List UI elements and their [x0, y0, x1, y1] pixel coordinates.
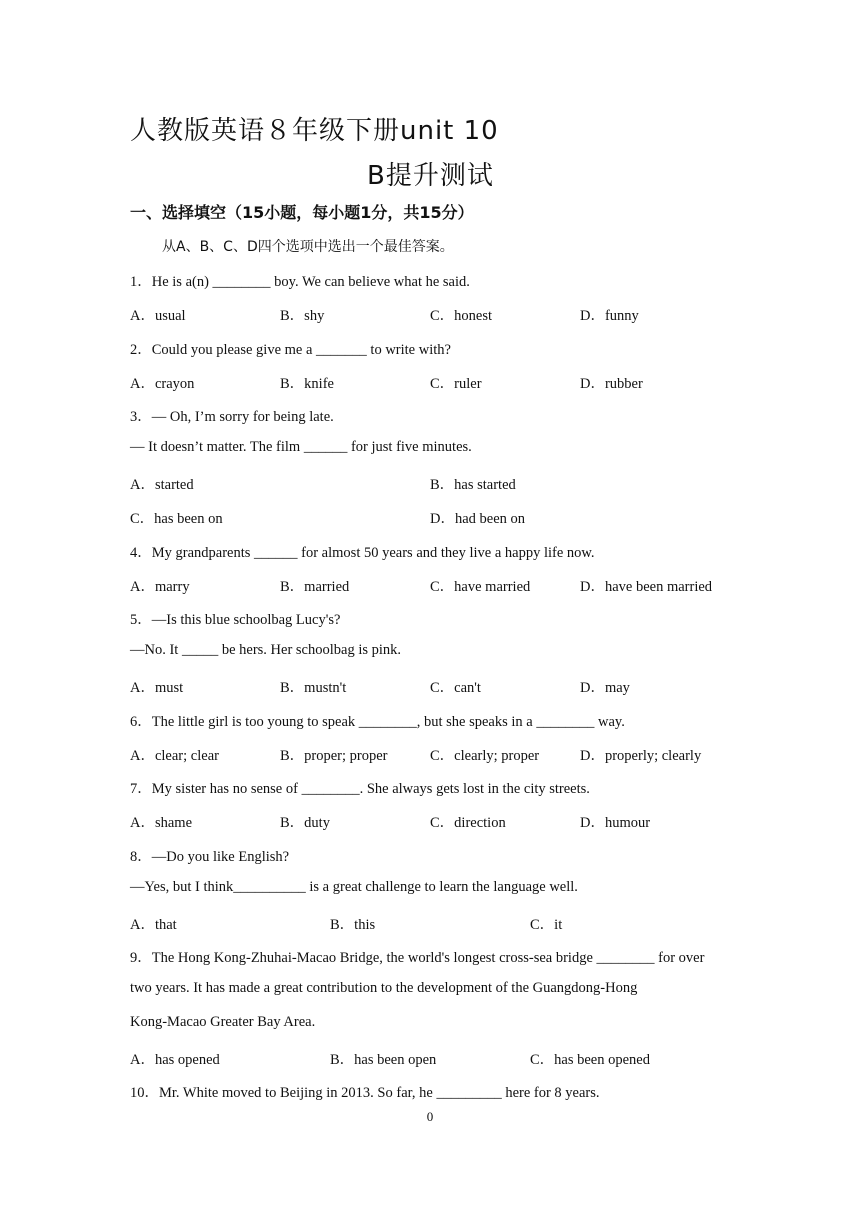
option-row [130, 372, 750, 392]
option-row [130, 1048, 750, 1068]
option-a: A．that [130, 917, 177, 933]
question-stem: 7．My sister has no sense of ________. She always gets lost in the city streets. [130, 781, 590, 797]
option-c: C．clearly; proper [430, 748, 540, 764]
option-row [130, 507, 750, 527]
option-c: C．has been on [130, 511, 223, 527]
option-a: A．crayon [130, 376, 195, 392]
option-c: C．has been opened [530, 1052, 650, 1068]
option-b: B．has started [430, 477, 516, 493]
option-c: C．have married [430, 579, 531, 595]
option-b: B．proper; proper [280, 748, 388, 764]
option-b: B．duty [280, 815, 330, 831]
question-stem: 4．My grandparents ______ for almost 50 years and they live a happy life now. [130, 545, 595, 561]
option-b: B．shy [280, 308, 325, 324]
option-c: C．ruler [430, 376, 482, 392]
option-d: D．have been married [580, 579, 713, 595]
option-a: A．marry [130, 579, 190, 595]
option-row [130, 575, 750, 595]
option-c: C．honest [430, 308, 493, 324]
question-stem: 5．—Is this blue schoolbag Lucy's? [130, 612, 341, 628]
option-b: B．knife [280, 376, 334, 392]
question-stem-continued: two years. It has made a great contribution to the development of the Guangdong-Hong [130, 980, 638, 996]
option-row [130, 744, 750, 764]
option-b: B．has been open [330, 1052, 437, 1068]
document-title-line2: B提升测试 [367, 161, 494, 191]
option-a: A．started [130, 477, 194, 493]
question-stem: 6．The little girl is too young to speak ________, but she speaks in a ________ way. [130, 714, 625, 730]
section-heading: 一、选择填空（15小题，每小题1分，共15分） [130, 203, 474, 222]
page-number: 0 [426, 1109, 434, 1124]
question-stem: 1．He is a(n) ________ boy. We can believe what he said. [130, 274, 470, 290]
option-a: A．must [130, 680, 184, 696]
option-c: C．it [530, 917, 563, 933]
question-stem-continued: — It doesn’t matter. The film ______ for just five minutes. [130, 439, 472, 455]
option-b: B．married [280, 579, 350, 595]
option-d: D．had been on [430, 511, 526, 527]
question-stem: 3．— Oh, I’m sorry for being late. [130, 409, 334, 425]
option-b: B．mustn't [280, 680, 347, 696]
option-a: A．has opened [130, 1052, 220, 1068]
question-stem: 2．Could you please give me a _______ to write with? [130, 342, 451, 358]
option-row [130, 676, 750, 696]
option-a: A．shame [130, 815, 193, 831]
option-d: D．humour [580, 815, 651, 831]
question-stem-continued: Kong-Macao Greater Bay Area. [130, 1014, 316, 1030]
section-instruction: 从A、B、C、D四个选项中选出一个最佳答案。 [162, 239, 454, 255]
option-row [130, 473, 750, 493]
option-d: D．funny [580, 308, 639, 324]
option-d: D．may [580, 680, 630, 696]
option-d: D．properly; clearly [580, 748, 702, 764]
question-stem: 8．—Do you like English? [130, 849, 290, 865]
option-c: C．can't [430, 680, 481, 696]
question-stem: 9．The Hong Kong-Zhuhai-Macao Bridge, the world's longest cross-sea bridge ________ for over [130, 950, 705, 966]
question-stem-continued: —Yes, but I think__________ is a great challenge to learn the language well. [130, 879, 578, 895]
option-row [130, 304, 750, 324]
question-stem: 10．Mr. White moved to Beijing in 2013. So far, he _________ here for 8 years. [130, 1085, 600, 1101]
question-stem-continued: —No. It _____ be hers. Her schoolbag is pink. [130, 642, 402, 658]
option-row [130, 811, 750, 831]
option-a: A．clear; clear [130, 748, 219, 764]
option-d: D．rubber [580, 376, 643, 392]
option-c: C．direction [430, 815, 506, 831]
option-a: A．usual [130, 308, 186, 324]
option-b: B．this [330, 917, 376, 933]
document-title-line1: 人教版英语８年级下册unit 10 [130, 116, 499, 146]
option-row [130, 913, 750, 933]
